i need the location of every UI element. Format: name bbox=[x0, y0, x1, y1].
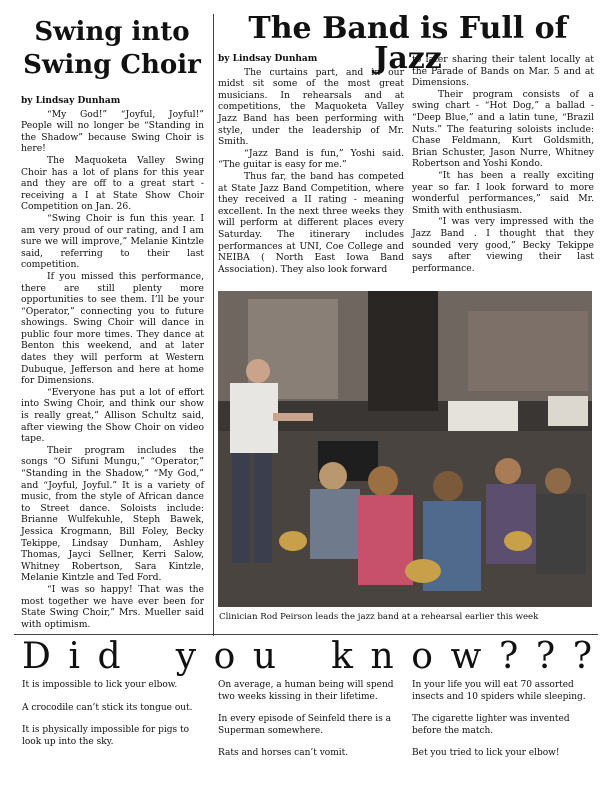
band-paragraph: “It has been a really exciting year so far. I look forward to more wonderful performances,” said Mr. Smith with enthusiasm. bbox=[412, 169, 594, 216]
jazz-band-photo-illustration bbox=[218, 291, 592, 607]
fact-item: In your life you will eat 70 assorted insects and 10 spiders while sleeping. bbox=[412, 680, 586, 702]
title-letter: u bbox=[252, 636, 277, 677]
column-divider bbox=[213, 14, 214, 636]
facts-col3 bbox=[412, 680, 594, 771]
swing-headline bbox=[14, 16, 210, 82]
band-byline: by Lindsay Dunham bbox=[218, 54, 318, 64]
title-letter bbox=[138, 636, 158, 676]
title-letter: ? bbox=[498, 636, 519, 677]
title-letter: ? bbox=[535, 636, 556, 677]
facts-col1 bbox=[22, 680, 202, 759]
title-letter: ? bbox=[572, 636, 592, 677]
band-paragraph: “I was very impressed with the Jazz Band . I thought that they sounded very good,” Becky Tekippe says after viewing their last performance. bbox=[412, 216, 594, 274]
fact-item: A crocodile can’t stick its tongue out. bbox=[22, 702, 193, 713]
band-article-col1 bbox=[218, 54, 404, 275]
facts-col2 bbox=[218, 680, 398, 771]
fact-item: Bet you tried to lick your elbow! bbox=[412, 748, 560, 759]
swing-paragraph: Their program includes the songs “O Sifuni Mungu,” “Operator,” “Standing in the Shadow,” “My God,” and “Joyful, Joyful.” It is a variety of music, from the style of African dance to Street dance. Soloists include: Brianne Wulfekuhle, Steph Bawek, Jessica Krogmann, Bill Foley, Becky Tekippe, Lindsay Dunham, Ashley Thomas, Jayci Sellner, Kerri Salow, Whitney Robertson, Sara Kintzle, Melanie Kintzle and Ted Ford. bbox=[21, 444, 204, 584]
title-letter: i bbox=[68, 636, 80, 677]
band-article-col2 bbox=[412, 54, 594, 274]
title-letter: w bbox=[450, 636, 482, 677]
swing-article bbox=[21, 96, 204, 630]
band-paragraph: “Jazz Band is fun,” Yoshi said. “The guitar is easy for me.” bbox=[218, 147, 404, 171]
photo-caption: Clinician Rod Peirson leads the jazz band at a rehearsal earlier this week bbox=[219, 612, 539, 622]
title-letter: o bbox=[411, 636, 433, 677]
swing-paragraph: “Swing Choir is fun this year. I am very proud of our rating, and I am sure we will improve,” Melanie Kintzle said, referring to their last competition. bbox=[21, 212, 204, 271]
title-letter: d bbox=[97, 636, 121, 677]
jazz-band-photo bbox=[218, 291, 592, 607]
band-headline: The Band is Full of Jazz bbox=[248, 11, 568, 76]
title-letter bbox=[294, 636, 314, 676]
title-letter: D bbox=[22, 636, 51, 677]
band-paragraph: to later sharing their talent locally at the Parade of Bands on Mar. 5 and at Dimensions. bbox=[412, 54, 594, 89]
fact-item: The cigarette lighter was invented before the match. bbox=[412, 714, 570, 736]
fact-item: It is physically impossible for pigs to look up into the sky. bbox=[22, 725, 190, 747]
swing-paragraph: The Maquoketa Valley Swing Choir has a lot of plans for this year and they are off to a great start - receiving a I at State Show Choir Competition on Jan. 26. bbox=[21, 154, 204, 213]
title-letter: k bbox=[331, 636, 353, 677]
title-letter: n bbox=[370, 636, 394, 677]
did-you-know-title bbox=[22, 636, 592, 676]
swing-paragraph: “I was so happy! That was the most together we have ever been for State Swing Choir,” Mrs. Mueller said with optimism. bbox=[21, 583, 204, 630]
swing-paragraph: If you missed this performance, there are still plenty more opportunities to see them. I’ll be your “Operator,” connecting you to future showings. Swing Choir will dance in public four more times. They dance at Benton this weekend, and at later dates they will perform at Western Dubuque, Jefferson and here at home for Dimensions. bbox=[21, 270, 204, 387]
section-divider bbox=[14, 634, 598, 635]
fact-item: Rats and horses can’t vomit. bbox=[218, 748, 349, 759]
swing-paragraph: “Everyone has put a lot of effort into Swing Choir, and think our show is really great,” Allison Schultz said, after viewing the Show Choir on video tape. bbox=[21, 386, 204, 445]
title-letter: y bbox=[175, 636, 197, 677]
swing-headline-line2: Swing Choir bbox=[23, 50, 201, 80]
title-letter: o bbox=[213, 636, 236, 677]
fact-item: It is impossible to lick your elbow. bbox=[22, 680, 178, 690]
fact-item: On average, a human being will spend two weeks kissing in their lifetime. bbox=[218, 680, 394, 702]
band-paragraph: The curtains part, and in our midst sit some of the most great musicians. In rehearsals and at competitions, the Maquoketa Valley Jazz Band has been performing with style, under the leadership of Mr. Smith. bbox=[218, 66, 404, 148]
swing-headline-line1: Swing into bbox=[34, 17, 190, 47]
swing-paragraph: “My God!” “Joyful, Joyful!” People will no longer be “Standing in the Shadow” because Swing Choir is here! bbox=[21, 108, 204, 155]
fact-item: In every episode of Seinfeld there is a Superman somewhere. bbox=[218, 714, 392, 736]
band-paragraph: Their program consists of a swing chart - “Hot Dog,” a ballad - “Deep Blue,” and a latin tune, “Brazil Nuts.” The featuring soloists include: Chase Feldmann, Kurt Goldsmith, Brian Schuster, Jason Nurre, Whitney Robertson and Yoshi Kondo. bbox=[412, 88, 594, 170]
band-paragraph: Thus far, the band has competed at State Jazz Band Competition, where they received a II rating - meaning excellent. In the next three weeks they will perform at different places every Saturday. The itinerary includes performances at UNI, Coe College and NEIBA ( North East Iowa Band Association). They also look forward bbox=[218, 170, 404, 275]
swing-byline: by Lindsay Dunham bbox=[21, 96, 121, 106]
